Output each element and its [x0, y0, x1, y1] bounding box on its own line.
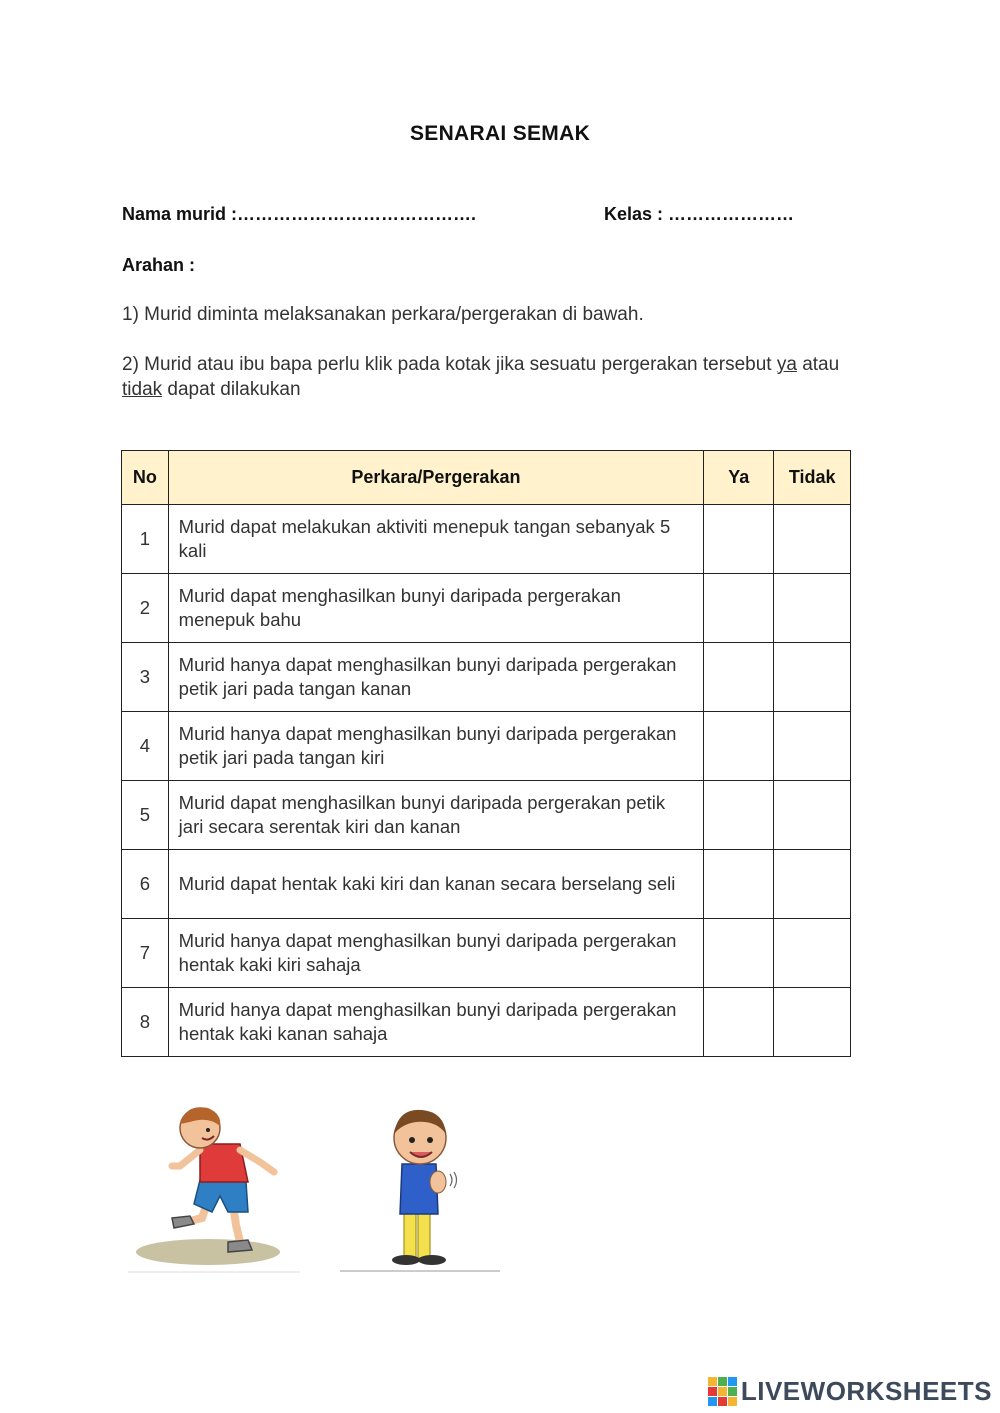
table-row	[122, 781, 851, 850]
table-header-row	[122, 451, 851, 505]
row-number: 2	[122, 574, 169, 643]
ya-checkbox[interactable]	[704, 505, 774, 574]
row-number: 5	[122, 781, 169, 850]
row-text: Murid dapat menghasilkan bunyi daripada pergerakan menepuk bahu	[168, 574, 703, 643]
row-text: Murid dapat hentak kaki kiri dan kanan secara berselang seli	[168, 850, 703, 919]
ya-checkbox[interactable]	[704, 850, 774, 919]
instruction-1: 1) Murid diminta melaksanakan perkara/pergerakan di bawah.	[122, 304, 644, 325]
header-item: Perkara/Pergerakan	[168, 451, 703, 505]
row-text: Murid dapat menghasilkan bunyi daripada pergerakan petik jari secara serentak kiri dan kanan	[168, 781, 703, 850]
table-row	[122, 988, 851, 1057]
ya-checkbox[interactable]	[704, 919, 774, 988]
tidak-checkbox[interactable]	[774, 643, 851, 712]
instruction-2-ya: ya	[776, 354, 797, 375]
instructions-heading: Arahan :	[122, 255, 196, 275]
checklist-table	[121, 450, 851, 1057]
row-text: Murid hanya dapat menghasilkan bunyi daripada pergerakan petik jari pada tangan kiri	[168, 712, 703, 781]
tidak-checkbox[interactable]	[774, 574, 851, 643]
tidak-checkbox[interactable]	[774, 505, 851, 574]
ya-checkbox[interactable]	[704, 574, 774, 643]
row-number: 7	[122, 919, 169, 988]
tidak-checkbox[interactable]	[774, 712, 851, 781]
ya-checkbox[interactable]	[704, 712, 774, 781]
student-name-line: Nama murid :………………………………….	[122, 204, 477, 224]
page-title: SENARAI SEMAK	[409, 122, 591, 145]
boy-clapping-illustration	[340, 1100, 500, 1275]
table-row	[122, 505, 851, 574]
liveworksheets-logo	[708, 1376, 992, 1407]
tidak-checkbox[interactable]	[774, 919, 851, 988]
row-text: Murid dapat melakukan aktiviti menepuk tangan sebanyak 5 kali	[168, 505, 703, 574]
header-no: No	[122, 451, 169, 505]
boy-stomping-illustration	[128, 1100, 300, 1275]
ya-checkbox[interactable]	[704, 643, 774, 712]
table-row	[122, 574, 851, 643]
tidak-checkbox[interactable]	[774, 850, 851, 919]
header-ya: Ya	[704, 451, 774, 505]
instruction-2-part-a: 2) Murid atau ibu bapa perlu klik pada kotak jika sesuatu pergerakan tersebut	[122, 354, 772, 375]
tidak-checkbox[interactable]	[774, 988, 851, 1057]
table-row	[122, 712, 851, 781]
instruction-2-part-c: dapat dilakukan	[167, 379, 301, 400]
ya-checkbox[interactable]	[704, 988, 774, 1057]
table-row	[122, 919, 851, 988]
brand-text: LIVEWORKSHEETS	[740, 1376, 992, 1406]
instruction-2-tidak: tidak	[122, 379, 163, 400]
row-number: 3	[122, 643, 169, 712]
row-number: 6	[122, 850, 169, 919]
instruction-2-part-b: atau	[802, 354, 840, 375]
instruction-2	[122, 352, 842, 402]
ya-checkbox[interactable]	[704, 781, 774, 850]
class-line: Kelas : …………………	[604, 204, 795, 224]
table-row	[122, 850, 851, 919]
row-text: Murid hanya dapat menghasilkan bunyi daripada pergerakan hentak kaki kanan sahaja	[168, 988, 703, 1057]
tidak-checkbox[interactable]	[774, 781, 851, 850]
row-number: 4	[122, 712, 169, 781]
row-number: 8	[122, 988, 169, 1057]
row-number: 1	[122, 505, 169, 574]
brand-grid-icon	[708, 1377, 737, 1406]
row-text: Murid hanya dapat menghasilkan bunyi daripada pergerakan hentak kaki kiri sahaja	[168, 919, 703, 988]
header-tidak: Tidak	[774, 451, 851, 505]
row-text: Murid hanya dapat menghasilkan bunyi daripada pergerakan petik jari pada tangan kanan	[168, 643, 703, 712]
table-row	[122, 643, 851, 712]
